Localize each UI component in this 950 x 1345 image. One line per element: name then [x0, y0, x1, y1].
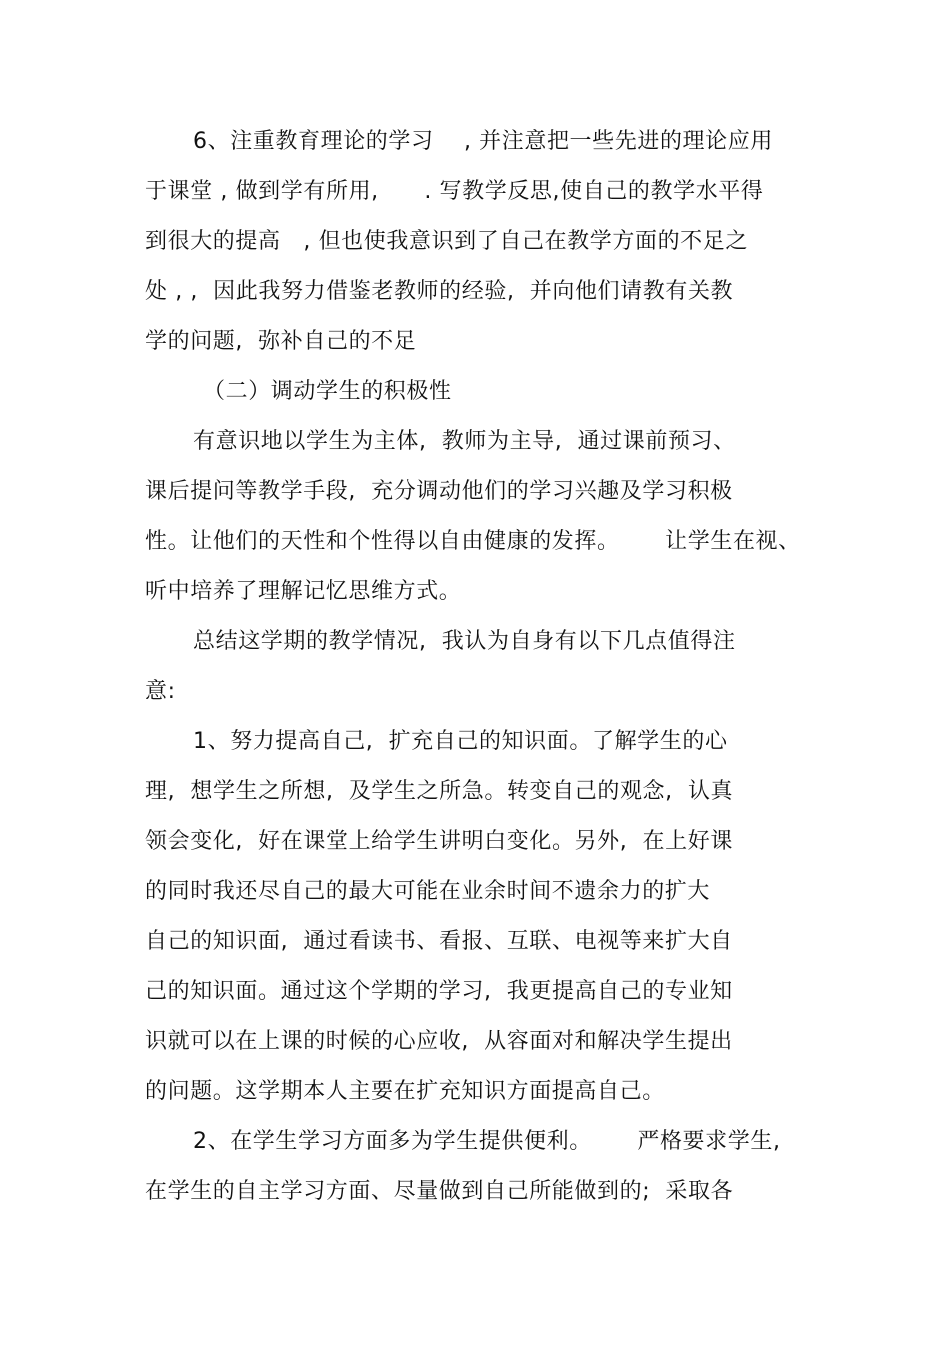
text-line: 总结这学期的教学情况, 我认为自身有以下几点值得注 [193, 629, 736, 654]
text-line: 1、努力提高自己, 扩充自己的知识面。了解学生的心 [193, 729, 728, 754]
text-line: 自己的知识面, 通过看读书、看报、互联、电视等来扩大自 [145, 929, 733, 954]
text-line: 于课堂 , 做到学有所用, . 写教学反思,使自己的教学水平得 [145, 179, 764, 204]
text-line: 的同时我还尽自己的最大可能在业余时间不遗余力的扩大 [145, 879, 711, 904]
text-line: 2、在学生学习方面多为学生提供便利。 严格要求学生, [193, 1129, 781, 1154]
text-line: 6、注重教育理论的学习 , 并注意把一些先进的理论应用 [193, 129, 773, 154]
text-line: 听中培养了理解记忆思维方式。 [145, 579, 462, 604]
text-line: 己的知识面。通过这个学期的学习, 我更提高自己的专业知 [145, 979, 733, 1004]
text-line: 性。让他们的天性和个性得以自由健康的发挥。 让学生在视、 [145, 529, 801, 554]
text-line: 在学生的自主学习方面、尽量做到自己所能做到的; 采取各 [145, 1179, 734, 1204]
text-line: 理, 想学生之所想, 及学生之所急。转变自己的观念, 认真 [145, 779, 734, 804]
section-heading: （二）调动学生的积极性 [203, 379, 452, 404]
text-line: 领会变化, 好在课堂上给学生讲明白变化。另外, 在上好课 [145, 829, 733, 854]
text-line: 到很大的提高 , 但也使我意识到了自己在教学方面的不足之 [145, 229, 748, 254]
text-line: 学的问题, 弥补自己的不足 [145, 329, 417, 354]
text-line: 处 , , 因此我努力借鉴老教师的经验, 并向他们请教有关教 [145, 279, 734, 304]
text-line: 课后提问等教学手段, 充分调动他们的学习兴趣及学习积极 [145, 479, 733, 504]
text-line: 的问题。这学期本人主要在扩充知识方面提高自己。 [145, 1079, 665, 1104]
text-line: 识就可以在上课的时候的心应收, 从容面对和解决学生提出 [145, 1029, 733, 1054]
text-line: 意: [145, 679, 176, 704]
text-line: 有意识地以学生为主体, 教师为主导, 通过课前预习、 [193, 429, 736, 454]
